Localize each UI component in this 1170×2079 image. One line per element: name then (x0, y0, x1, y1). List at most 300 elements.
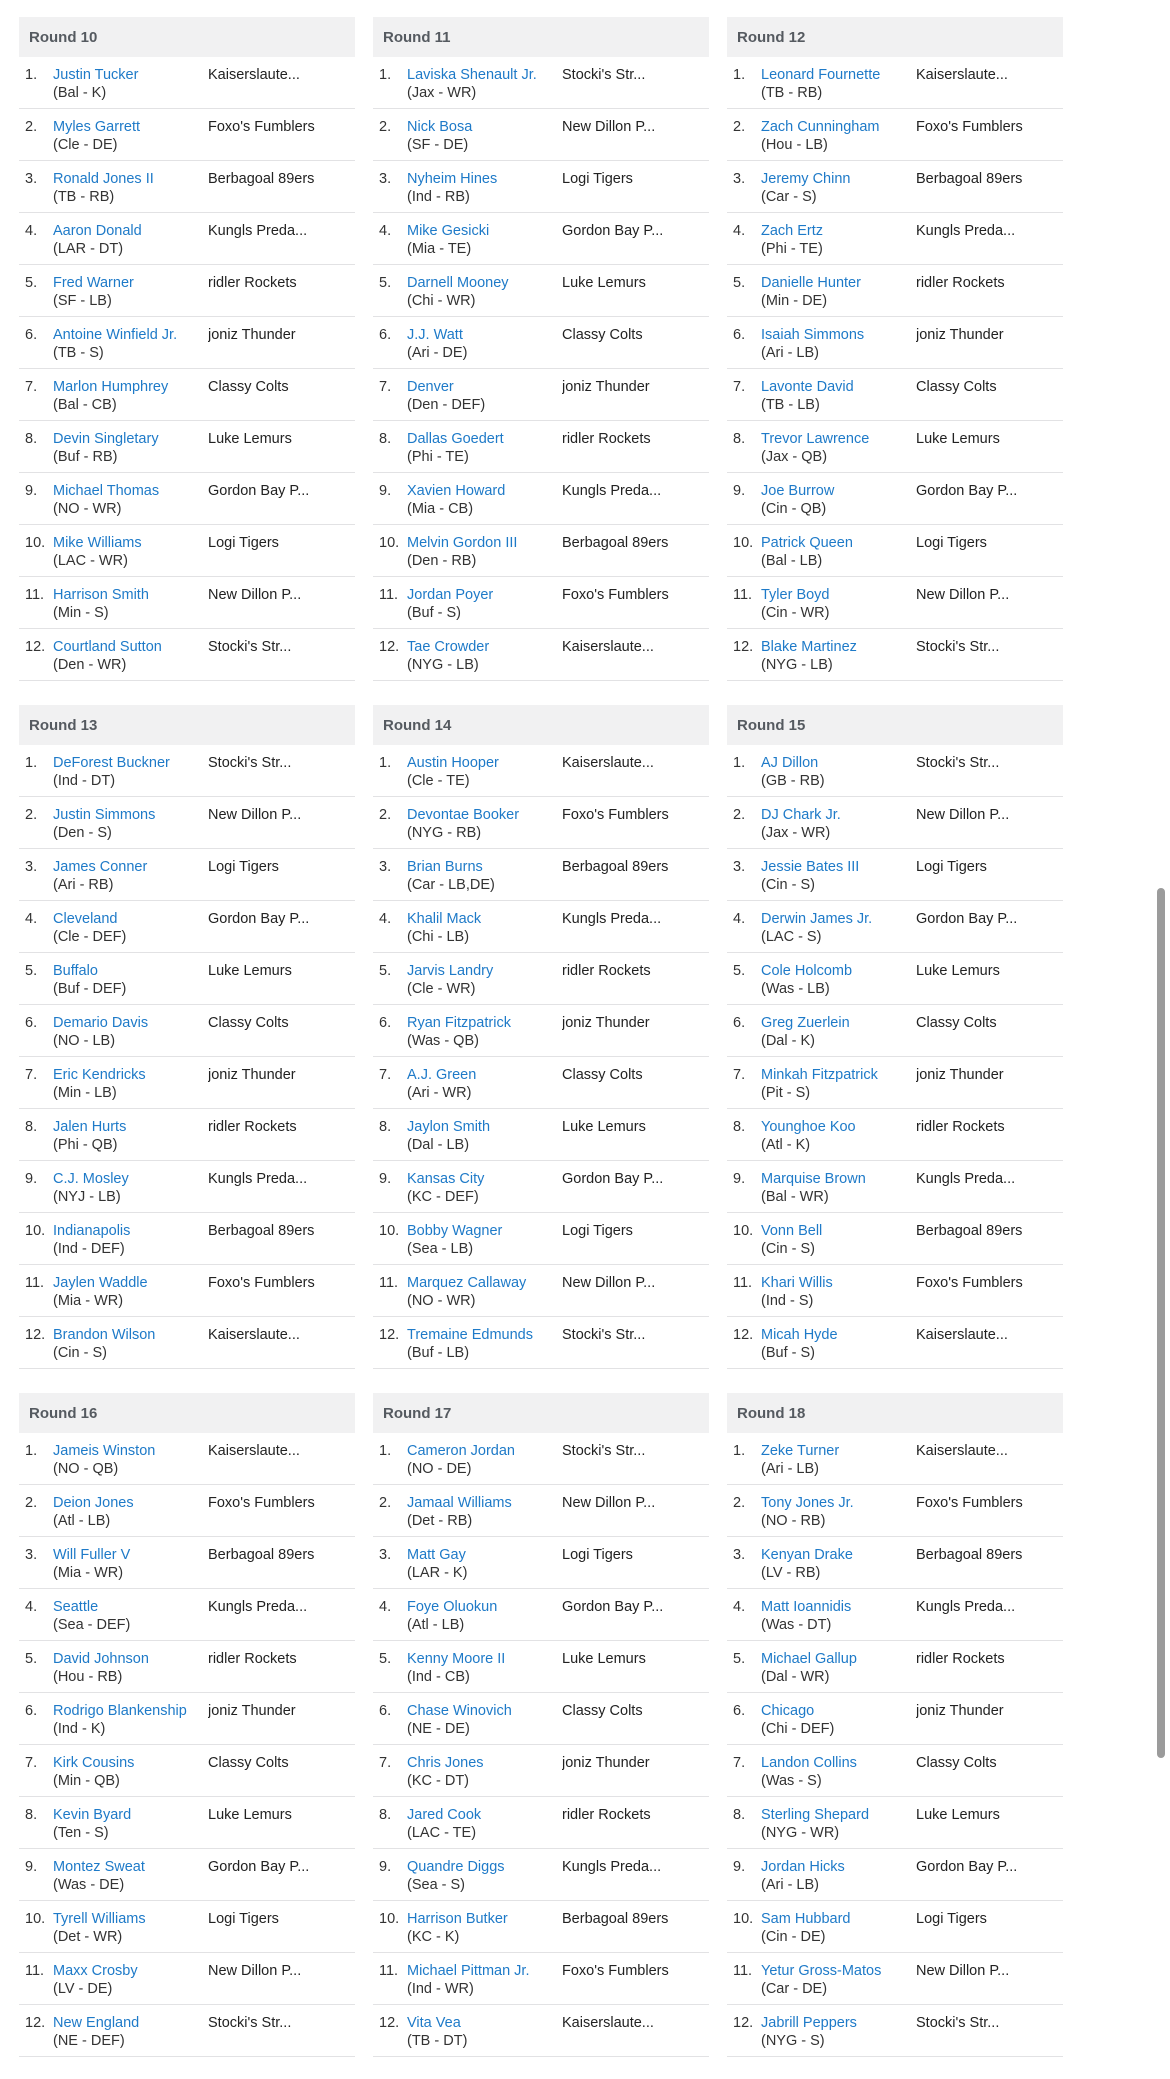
player-name-link[interactable]: Marquise Brown (761, 1171, 866, 1187)
player-name-link[interactable]: Harrison Butker (407, 1911, 508, 1927)
pick-row (727, 1641, 1063, 1693)
player-team-position: (Ari - RB) (53, 877, 114, 893)
player-name-link[interactable]: Michael Thomas (53, 483, 160, 499)
player-cell (407, 1494, 562, 1530)
pick-number: 9. (379, 1171, 392, 1187)
pick-row (727, 525, 1063, 577)
pick-number: 1. (733, 67, 746, 83)
pick-number: 7. (379, 379, 392, 395)
player-team-position: (NYG - LB) (407, 657, 479, 673)
player-name-link[interactable]: Montez Sweat (53, 1859, 145, 1875)
player-name-link[interactable]: Cleveland (53, 911, 118, 927)
player-name-link[interactable]: Maxx Crosby (53, 1963, 138, 1979)
pick-row (727, 1693, 1063, 1745)
player-team-position: (Was - LB) (761, 981, 830, 997)
player-name-link[interactable]: Kansas City (407, 1171, 485, 1187)
player-name-link[interactable]: Tyrell Williams (53, 1911, 146, 1927)
player-name-link[interactable]: Melvin Gordon III (407, 535, 518, 551)
player-name-link[interactable]: Cole Holcomb (761, 963, 853, 979)
player-cell (761, 1274, 916, 1310)
player-name-link[interactable]: Jarvis Landry (407, 963, 494, 979)
pick-row (373, 1745, 709, 1797)
pick-number: 2. (733, 1495, 746, 1511)
fantasy-team-name: Stocki's Str... (208, 755, 292, 771)
pick-row (19, 525, 355, 577)
player-name-link[interactable]: Isaiah Simmons (761, 327, 865, 343)
player-name-link[interactable]: Harrison Smith (53, 587, 149, 603)
player-team-position: (Car - S) (761, 189, 817, 205)
player-cell (407, 1274, 562, 1310)
player-name-link[interactable]: Bobby Wagner (407, 1223, 503, 1239)
player-name-link[interactable]: Jessie Bates III (761, 859, 860, 875)
player-name-link[interactable]: Kevin Byard (53, 1807, 132, 1823)
pick-number: 1. (733, 755, 746, 771)
player-name-link[interactable]: Jordan Poyer (407, 587, 494, 603)
player-name-link[interactable]: Ronald Jones II (53, 171, 154, 187)
player-name-link[interactable]: Michael Pittman Jr. (407, 1963, 530, 1979)
pick-number: 9. (733, 483, 746, 499)
fantasy-team-name: Classy Colts (916, 379, 997, 395)
player-team-position: (NO - LB) (53, 1033, 116, 1049)
player-cell (407, 274, 562, 310)
player-name-link[interactable]: Austin Hooper (407, 755, 499, 771)
player-name-link[interactable]: Zach Ertz (761, 223, 824, 239)
player-name-link[interactable]: Demario Davis (53, 1015, 149, 1031)
player-team-position: (Ari - DE) (407, 345, 468, 361)
player-name-link[interactable]: Brandon Wilson (53, 1327, 156, 1343)
round-table (373, 705, 709, 1369)
player-team-position: (Sea - S) (407, 1877, 466, 1893)
pick-number: 7. (379, 1755, 392, 1771)
player-cell (407, 1546, 562, 1582)
pick-number: 3. (25, 859, 38, 875)
player-name-link[interactable]: Will Fuller V (53, 1547, 131, 1563)
player-name-link[interactable]: Chris Jones (407, 1755, 484, 1771)
player-name-link[interactable]: Eric Kendricks (53, 1067, 146, 1083)
pick-number: 10. (25, 1223, 46, 1239)
fantasy-team-name: Berbagoal 89ers (916, 1547, 1023, 1563)
pick-row (19, 1849, 355, 1901)
pick-number: 12. (25, 1327, 46, 1343)
player-team-position: (Ind - DEF) (53, 1241, 125, 1257)
pick-number: 11. (25, 587, 45, 603)
pick-row (727, 577, 1063, 629)
player-name-link[interactable]: Joe Burrow (761, 483, 835, 499)
player-name-link[interactable]: New England (53, 2015, 140, 2031)
player-name-link[interactable]: Jeremy Chinn (761, 171, 851, 187)
player-cell (53, 66, 208, 102)
player-cell (407, 1910, 562, 1946)
fantasy-team-name: Luke Lemurs (916, 431, 1000, 447)
player-name-link[interactable]: Minkah Fitzpatrick (761, 1067, 878, 1083)
player-name-link[interactable]: AJ Dillon (761, 755, 819, 771)
player-cell (407, 1442, 562, 1478)
player-name-link[interactable]: Vita Vea (407, 2015, 461, 2031)
pick-number: 5. (733, 963, 746, 979)
player-team-position: (NO - RB) (761, 1513, 826, 1529)
player-name-link[interactable]: Foye Oluokun (407, 1599, 498, 1615)
player-name-link[interactable]: Sam Hubbard (761, 1911, 851, 1927)
pick-number: 2. (379, 119, 392, 135)
player-team-position: (Cle - DE) (53, 137, 118, 153)
pick-row (727, 421, 1063, 473)
pick-row (19, 1109, 355, 1161)
fantasy-team-name: Luke Lemurs (916, 963, 1000, 979)
pick-number: 2. (379, 1495, 392, 1511)
player-name-link[interactable]: Buffalo (53, 963, 98, 979)
pick-row (373, 1953, 709, 2005)
round-header: Round 13 (19, 705, 355, 745)
player-name-link[interactable]: Jabrill Peppers (761, 2015, 857, 2031)
pick-number: 4. (733, 911, 746, 927)
player-name-link[interactable]: Courtland Sutton (53, 639, 162, 655)
player-cell (53, 1494, 208, 1530)
fantasy-team-name: New Dillon P... (916, 587, 1010, 603)
fantasy-team-name: Kungls Preda... (208, 223, 308, 239)
player-name-link[interactable]: Brian Burns (407, 859, 483, 875)
player-name-link[interactable]: Khalil Mack (407, 911, 482, 927)
player-team-position: (Car - DE) (761, 1981, 828, 1997)
fantasy-team-name: Kungls Preda... (208, 1599, 308, 1615)
player-name-link[interactable]: Darnell Mooney (407, 275, 509, 291)
player-cell (53, 1014, 208, 1050)
player-name-link[interactable]: Tae Crowder (407, 639, 490, 655)
pick-number: 10. (25, 535, 46, 551)
player-name-link[interactable]: Younghoe Koo (761, 1119, 856, 1135)
player-name-link[interactable]: Justin Simmons (53, 807, 156, 823)
player-name-link[interactable]: Khari Willis (761, 1275, 833, 1291)
pick-row (373, 1901, 709, 1953)
player-name-link[interactable]: Derwin James Jr. (761, 911, 873, 927)
pick-row (727, 1849, 1063, 1901)
pick-number: 1. (379, 67, 392, 83)
fantasy-team-name: Gordon Bay P... (562, 223, 664, 239)
pick-row (727, 213, 1063, 265)
player-team-position: (Car - LB,DE) (407, 877, 495, 893)
player-team-position: (NO - WR) (53, 501, 122, 517)
player-cell (761, 1702, 916, 1738)
player-team-position: (Min - LB) (53, 1085, 117, 1101)
player-team-position: (Mia - CB) (407, 501, 474, 517)
player-name-link[interactable]: Micah Hyde (761, 1327, 838, 1343)
player-cell (761, 378, 916, 414)
fantasy-team-name: joniz Thunder (562, 1015, 650, 1031)
player-name-link[interactable]: Danielle Hunter (761, 275, 861, 291)
player-cell (407, 378, 562, 414)
pick-row (373, 317, 709, 369)
player-cell (761, 1494, 916, 1530)
player-team-position: (Chi - DEF) (761, 1721, 835, 1737)
player-cell (53, 858, 208, 894)
pick-row (727, 473, 1063, 525)
fantasy-team-name: ridler Rockets (208, 1651, 297, 1667)
pick-number: 2. (733, 119, 746, 135)
player-cell (53, 1222, 208, 1258)
player-name-link[interactable]: David Johnson (53, 1651, 149, 1667)
player-name-link[interactable]: Devin Singletary (53, 431, 159, 447)
pick-number: 12. (25, 2015, 46, 2031)
player-name-link[interactable]: Quandre Diggs (407, 1859, 505, 1875)
player-cell (53, 1754, 208, 1790)
pick-number: 1. (379, 1443, 392, 1459)
pick-number: 6. (379, 1703, 392, 1719)
pick-row (19, 213, 355, 265)
player-name-link[interactable]: Matt Ioannidis (761, 1599, 852, 1615)
pick-row (727, 369, 1063, 421)
player-name-link[interactable]: Fred Warner (53, 275, 134, 291)
player-cell (761, 1858, 916, 1894)
player-name-link[interactable]: Landon Collins (761, 1755, 857, 1771)
scrollbar[interactable] (1157, 888, 1165, 1758)
player-name-link[interactable]: Justin Tucker (53, 67, 139, 83)
fantasy-team-name: Gordon Bay P... (208, 911, 310, 927)
player-team-position: (Cin - S) (53, 1345, 107, 1361)
pick-row (373, 57, 709, 109)
player-cell (407, 586, 562, 622)
player-team-position: (Buf - S) (407, 605, 461, 621)
pick-number: 7. (25, 379, 38, 395)
pick-number: 6. (733, 327, 746, 343)
pick-row (373, 797, 709, 849)
player-name-link[interactable]: Zeke Turner (761, 1443, 840, 1459)
pick-row (727, 1485, 1063, 1537)
fantasy-team-name: Luke Lemurs (562, 1651, 646, 1667)
player-name-link[interactable]: Trevor Lawrence (761, 431, 870, 447)
fantasy-team-name: Foxo's Fumblers (208, 1275, 315, 1291)
player-name-link[interactable]: Devontae Booker (407, 807, 520, 823)
player-name-link[interactable]: Xavien Howard (407, 483, 506, 499)
round-table (373, 17, 709, 681)
player-name-link[interactable]: Sterling Shepard (761, 1807, 870, 1823)
player-cell (53, 1066, 208, 1102)
fantasy-team-name: joniz Thunder (916, 1703, 1004, 1719)
fantasy-team-name: Berbagoal 89ers (562, 535, 669, 551)
pick-number: 3. (379, 1547, 392, 1563)
player-cell (407, 2014, 562, 2050)
fantasy-team-name: New Dillon P... (208, 807, 302, 823)
fantasy-team-name: Classy Colts (208, 1015, 289, 1031)
player-cell (53, 1702, 208, 1738)
pick-row (373, 629, 709, 681)
fantasy-team-name: Kaiserslaute... (562, 2015, 654, 2031)
player-cell (407, 222, 562, 258)
player-name-link[interactable]: Zach Cunningham (761, 119, 880, 135)
player-name-link[interactable]: Myles Garrett (53, 119, 141, 135)
player-name-link[interactable]: Greg Zuerlein (761, 1015, 850, 1031)
fantasy-team-name: Berbagoal 89ers (208, 1223, 315, 1239)
pick-row (373, 1005, 709, 1057)
player-name-link[interactable]: Leonard Fournette (761, 67, 881, 83)
pick-number: 4. (25, 223, 38, 239)
pick-row (373, 849, 709, 901)
player-name-link[interactable]: DJ Chark Jr. (761, 807, 841, 823)
pick-row (727, 1317, 1063, 1369)
player-cell (761, 1170, 916, 1206)
player-team-position: (Atl - LB) (407, 1617, 465, 1633)
fantasy-team-name: Logi Tigers (562, 1223, 633, 1239)
player-cell (407, 806, 562, 842)
player-name-link[interactable]: Jamaal Williams (407, 1495, 512, 1511)
player-name-link[interactable]: Michael Gallup (761, 1651, 857, 1667)
player-name-link[interactable]: Denver (407, 379, 454, 395)
player-team-position: (Dal - K) (761, 1033, 815, 1049)
player-name-link[interactable]: Marquez Callaway (407, 1275, 527, 1291)
player-name-link[interactable]: Marlon Humphrey (53, 379, 169, 395)
player-cell (407, 1598, 562, 1634)
player-name-link[interactable]: Jalen Hurts (53, 1119, 127, 1135)
player-team-position: (NYG - S) (761, 2033, 825, 2049)
pick-number: 5. (733, 275, 746, 291)
player-cell (53, 1962, 208, 1998)
fantasy-team-name: Luke Lemurs (208, 963, 292, 979)
player-team-position: (Den - DEF) (407, 397, 486, 413)
pick-row (373, 1693, 709, 1745)
player-name-link[interactable]: Kenyan Drake (761, 1547, 853, 1563)
player-name-link[interactable]: J.J. Watt (407, 327, 463, 343)
pick-number: 4. (379, 1599, 392, 1615)
pick-number: 6. (25, 327, 38, 343)
pick-number: 10. (733, 1223, 754, 1239)
pick-number: 2. (733, 807, 746, 823)
fantasy-team-name: Kungls Preda... (916, 1171, 1016, 1187)
player-name-link[interactable]: Deion Jones (53, 1495, 134, 1511)
pick-row (727, 161, 1063, 213)
player-name-link[interactable]: Nyheim Hines (407, 171, 498, 187)
player-name-link[interactable]: Vonn Bell (761, 1223, 823, 1239)
player-team-position: (NO - QB) (53, 1461, 119, 1477)
player-team-position: (Cin - S) (761, 877, 815, 893)
pick-number: 7. (379, 1067, 392, 1083)
player-team-position: (Pit - S) (761, 1085, 811, 1101)
pick-row (19, 1953, 355, 2005)
player-name-link[interactable]: James Conner (53, 859, 148, 875)
player-name-link[interactable]: Matt Gay (407, 1547, 466, 1563)
fantasy-team-name: Kaiserslaute... (208, 1443, 300, 1459)
player-name-link[interactable]: Patrick Queen (761, 535, 853, 551)
player-name-link[interactable]: Ryan Fitzpatrick (407, 1015, 511, 1031)
pick-row (19, 1265, 355, 1317)
pick-row (727, 109, 1063, 161)
pick-row (727, 901, 1063, 953)
player-team-position: (Buf - RB) (53, 449, 118, 465)
pick-number: 11. (25, 1963, 45, 1979)
player-name-link[interactable]: Tremaine Edmunds (407, 1327, 533, 1343)
pick-row (727, 953, 1063, 1005)
pick-row (727, 1433, 1063, 1485)
pick-number: 7. (25, 1755, 38, 1771)
player-name-link[interactable]: Laviska Shenault Jr. (407, 67, 537, 83)
player-cell (761, 910, 916, 946)
round-header: Round 16 (19, 1393, 355, 1433)
pick-number: 8. (25, 1119, 38, 1135)
player-name-link[interactable]: C.J. Mosley (53, 1171, 129, 1187)
player-name-link[interactable]: Tony Jones Jr. (761, 1495, 854, 1511)
fantasy-team-name: Berbagoal 89ers (208, 1547, 315, 1563)
player-name-link[interactable]: Rodrigo Blankenship (53, 1703, 187, 1719)
player-name-link[interactable]: Mike Gesicki (407, 223, 490, 239)
player-cell (407, 1326, 562, 1362)
pick-row (19, 953, 355, 1005)
pick-row (19, 317, 355, 369)
player-team-position: (Ind - DT) (53, 773, 116, 789)
player-cell (761, 754, 916, 790)
player-name-link[interactable]: Seattle (53, 1599, 99, 1615)
player-team-position: (Mia - WR) (53, 1293, 124, 1309)
player-cell (761, 118, 916, 154)
player-name-link[interactable]: Blake Martinez (761, 639, 857, 655)
player-name-link[interactable]: Antoine Winfield Jr. (53, 327, 178, 343)
player-team-position: (Jax - QB) (761, 449, 828, 465)
player-cell (53, 638, 208, 674)
pick-number: 9. (733, 1171, 746, 1187)
player-cell (761, 274, 916, 310)
player-name-link[interactable]: Jaylon Smith (407, 1119, 491, 1135)
player-name-link[interactable]: DeForest Buckner (53, 755, 170, 771)
fantasy-team-name: Logi Tigers (208, 535, 279, 551)
player-cell (53, 1326, 208, 1362)
player-name-link[interactable]: Jameis Winston (53, 1443, 156, 1459)
pick-number: 6. (379, 1015, 392, 1031)
fantasy-team-name: ridler Rockets (208, 275, 297, 291)
player-name-link[interactable]: Dallas Goedert (407, 431, 504, 447)
pick-number: 7. (25, 1067, 38, 1083)
player-name-link[interactable]: Jordan Hicks (761, 1859, 845, 1875)
pick-number: 12. (25, 639, 46, 655)
pick-number: 6. (25, 1703, 38, 1719)
player-name-link[interactable]: Indianapolis (53, 1223, 131, 1239)
player-name-link[interactable]: A.J. Green (407, 1067, 477, 1083)
pick-row (727, 1901, 1063, 1953)
fantasy-team-name: Gordon Bay P... (562, 1599, 664, 1615)
player-cell (53, 170, 208, 206)
player-name-link[interactable]: Jared Cook (407, 1807, 482, 1823)
player-team-position: (Ari - WR) (407, 1085, 472, 1101)
player-team-position: (Ari - LB) (761, 345, 819, 361)
player-cell (761, 586, 916, 622)
fantasy-team-name: Berbagoal 89ers (916, 1223, 1023, 1239)
pick-number: 6. (733, 1015, 746, 1031)
player-name-link[interactable]: Lavonte David (761, 379, 854, 395)
player-name-link[interactable]: Chase Winovich (407, 1703, 512, 1719)
player-name-link[interactable]: Chicago (761, 1703, 815, 1719)
fantasy-team-name: Kungls Preda... (562, 911, 662, 927)
round-table (727, 705, 1063, 1369)
player-name-link[interactable]: Kirk Cousins (53, 1755, 135, 1771)
fantasy-team-name: Classy Colts (562, 1703, 643, 1719)
player-name-link[interactable]: Cameron Jordan (407, 1443, 515, 1459)
player-name-link[interactable]: Mike Williams (53, 535, 142, 551)
fantasy-team-name: Foxo's Fumblers (916, 1275, 1023, 1291)
player-name-link[interactable]: Yetur Gross-Matos (761, 1963, 882, 1979)
pick-number: 3. (733, 859, 746, 875)
fantasy-team-name: Stocki's Str... (916, 639, 1000, 655)
fantasy-team-name: ridler Rockets (916, 1651, 1005, 1667)
player-team-position: (Den - WR) (53, 657, 127, 673)
player-team-position: (Chi - WR) (407, 293, 476, 309)
player-name-link[interactable]: Jaylen Waddle (53, 1275, 148, 1291)
player-cell (761, 1962, 916, 1998)
fantasy-team-name: Stocki's Str... (562, 1327, 646, 1343)
player-name-link[interactable]: Kenny Moore II (407, 1651, 506, 1667)
player-name-link[interactable]: Tyler Boyd (761, 587, 830, 603)
player-name-link[interactable]: Aaron Donald (53, 223, 142, 239)
player-team-position: (Hou - RB) (53, 1669, 123, 1685)
player-cell (53, 1910, 208, 1946)
player-name-link[interactable]: Nick Bosa (407, 119, 473, 135)
fantasy-team-name: New Dillon P... (562, 119, 656, 135)
round-table (373, 1393, 709, 2057)
player-cell (761, 858, 916, 894)
